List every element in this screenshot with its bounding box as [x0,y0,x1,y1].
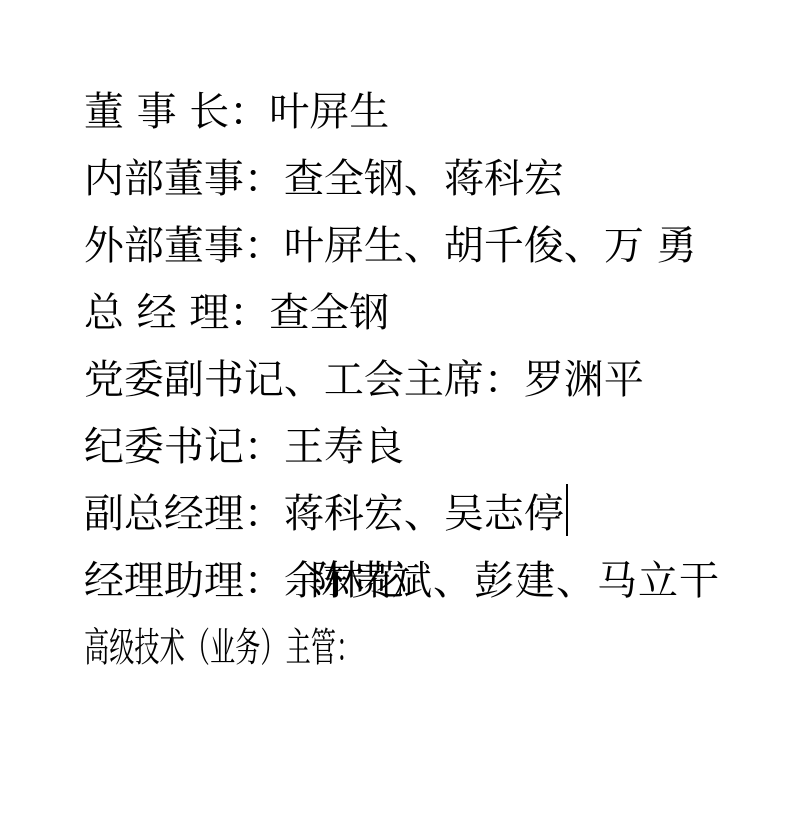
text-line-chairman[interactable] [33,12,786,135]
text-line-external-directors[interactable] [33,146,786,269]
text-line-general-manager[interactable] [33,213,786,336]
line-text: 经理助理：余林花 [83,558,404,604]
text-line-discipline-secretary[interactable] [33,347,786,470]
line-text: 纪委书记：王寿良 [83,424,404,470]
line-text: 董 事 长：叶屏生 [83,89,390,135]
line-names: 陈贵斌、彭建、马立干 [310,558,720,604]
line-text: 党委副书记、工会主席：罗渊平 [83,357,644,403]
line-label: 高级技术（业务）主管： [83,625,362,671]
line-text: 外部董事：叶屏生、胡千俊、万 勇 [83,223,697,269]
text-line-deputy-general-managers[interactable] [33,414,786,537]
text-line-party-union[interactable] [33,280,786,403]
text-line-senior-supervisors[interactable] [33,548,786,671]
line-text: 副总经理：蒋科宏、吴志停 [83,491,564,537]
line-text: 总 经 理：查全钢 [83,290,390,336]
text-line-internal-directors[interactable] [33,79,786,202]
line-text: 内部董事：查全钢、蒋科宏 [83,156,564,202]
